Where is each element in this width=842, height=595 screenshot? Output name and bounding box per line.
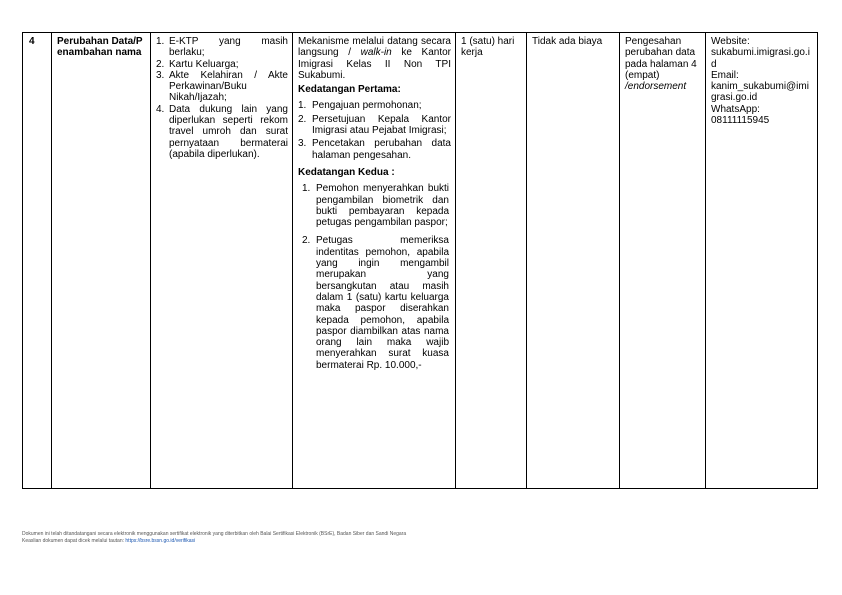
product-text: Pengesahan perubahan data pada halaman 4 (empat) — [625, 36, 697, 81]
list-item: 3. Akte Kelahiran / Akte Perkawinan/Buku Nikah/Ijazah; — [156, 69, 288, 104]
first-visit-title: Kedatangan Pertama: — [298, 84, 401, 96]
email-link[interactable]: kanim_sukabumi@imigrasi.go.id — [711, 81, 809, 104]
website-link[interactable]: sukabumi.imigrasi.go.id — [711, 47, 810, 70]
row-number: 4 — [23, 33, 52, 489]
mechanism-cell — [293, 33, 456, 489]
list-item: 4. Data dukung lain yang diperlukan seperti rekom travel umroh dan surat pernyataan bermaterai (apabila diperlukan). — [156, 103, 288, 160]
table-row — [23, 33, 818, 489]
product-italic: /endorsement — [625, 81, 687, 93]
service-table — [22, 32, 818, 489]
whatsapp-label: WhatsApp: — [711, 103, 760, 115]
list-item: 2. Kartu Keluarga; — [156, 58, 239, 70]
service-name: Perubahan Data/Penambahan nama — [57, 36, 143, 59]
mechanism-intro: Mekanisme melalui datang secara langsung / walk-in ke Kantor Imigrasi Kelas II Non TPI Sukabumi. — [298, 36, 451, 81]
list-item: 3. Pencetakan perubahan data halaman pengesahan. — [298, 138, 451, 161]
second-visit-list — [298, 183, 451, 371]
requirements-list — [156, 36, 288, 160]
list-item: 1. Pemohon menyerahkan bukti pengambilan biometrik dan bukti pembayaran kepada petugas pengambilan paspor; — [302, 183, 449, 229]
service-name-cell — [52, 33, 151, 489]
whatsapp-number: 08111115945 — [711, 115, 770, 127]
product-cell — [620, 33, 706, 489]
footer-line-1: Dokumen ini telah ditandatangani secara elektronik menggunakan sertifikat elektronik yang diterbitkan oleh Balai Sertifikasi Elektronik (BSrE), Badan Siber dan Sandi Negara — [22, 531, 407, 537]
website-label: Website: — [711, 36, 750, 47]
duration-cell — [456, 33, 527, 489]
email-label: Email: — [711, 69, 739, 81]
footer-line-2: Keaslian dokumen dapat dicek melalui tautan: https://bsre.bssn.go.id/verifikasi — [22, 537, 196, 544]
duration-text: 1 (satu) hari kerja — [461, 36, 515, 59]
second-visit-title: Kedatangan Kedua : — [298, 166, 395, 178]
list-item: 1. Pengajuan permohonan; — [298, 100, 422, 112]
cost-cell — [527, 33, 620, 489]
contact-cell — [706, 33, 818, 489]
verification-link[interactable]: https://bsre.bssn.go.id/verifikasi — [125, 537, 196, 544]
signature-footer — [22, 531, 406, 544]
list-item: 1. E-KTP yang masih berlaku; — [156, 36, 288, 59]
list-item: 2. Persetujuan Kepala Kantor Imigrasi atau Pejabat Imigrasi; — [298, 113, 451, 137]
cost-text: Tidak ada biaya — [532, 36, 603, 47]
requirements-cell — [151, 33, 293, 489]
first-visit-list — [298, 100, 451, 160]
list-item: 2. Petugas memeriksa indentitas pemohon, apabila yang ingin mengambil merupakan yang bersangkutan atau masih dalam 1 (satu) kartu keluarga maka paspor diserahkan kepada pemohon, apabila paspor diambilkan atas nama orang lain maka wajib menyerahkan surat kuasa bermaterai Rp. 10.000,- — [302, 235, 449, 371]
